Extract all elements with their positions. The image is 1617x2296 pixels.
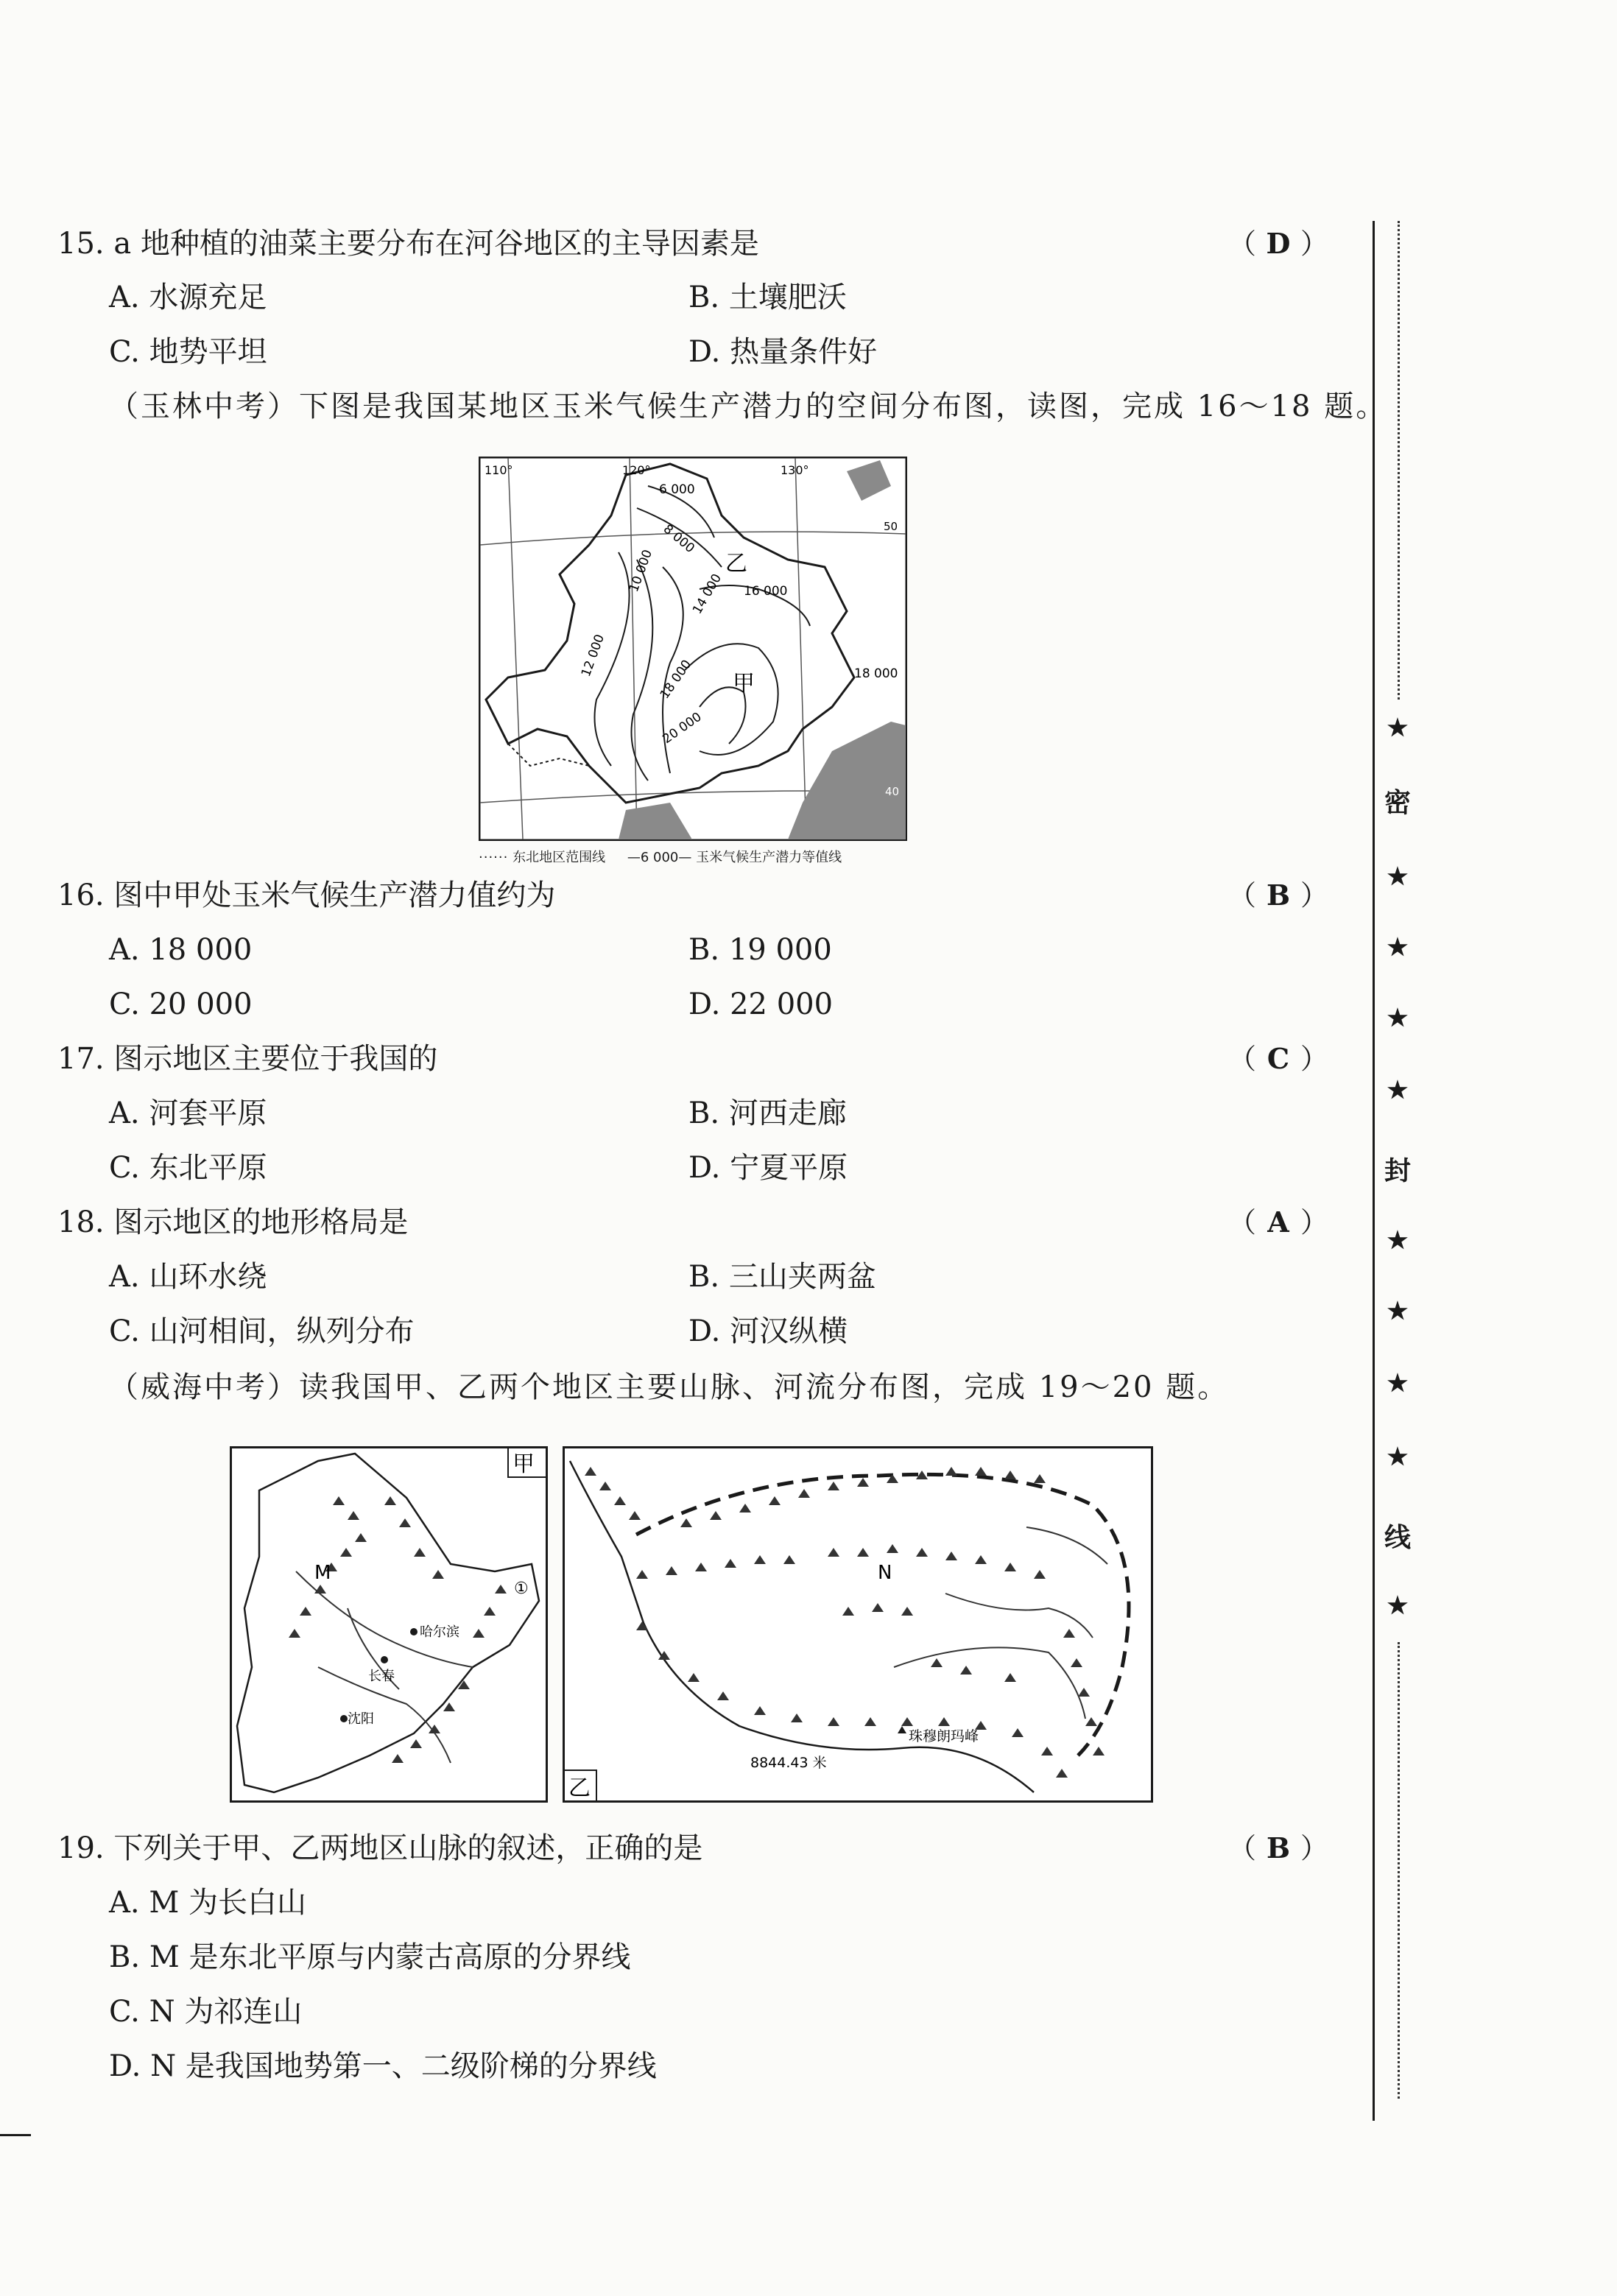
- legend-isoline-sample: 6 000: [640, 850, 679, 865]
- contour-18000: 18 000: [657, 657, 695, 702]
- legend-boundary-label: 东北地区范围线: [512, 850, 606, 865]
- q19-option-a[interactable]: A. M 为长白山: [109, 1886, 306, 1920]
- contour-8000: 8 000: [660, 521, 697, 557]
- contour-18000-east: 18 000: [854, 666, 898, 681]
- q19-option-c[interactable]: C. N 为祁连山: [109, 1995, 303, 2029]
- margin-star-1: ★: [1387, 714, 1409, 742]
- region-label-jia: 甲: [733, 671, 755, 697]
- question-15-answer: （ D ）: [1228, 227, 1329, 260]
- city-harbin: 哈尔滨: [420, 1624, 459, 1640]
- q18-option-c[interactable]: C. 山河相间，纵列分布: [109, 1314, 415, 1348]
- question-18-answer: （ A ）: [1228, 1205, 1329, 1239]
- question-16-stem: 16. 图中甲处玉米气候生产潜力值约为: [57, 878, 556, 912]
- margin-star-2: ★: [1387, 862, 1409, 890]
- city-changchun-dot: [381, 1656, 388, 1663]
- contour-16000: 16 000: [744, 584, 788, 599]
- lon-label-110: 110°: [485, 463, 513, 477]
- q16-option-c[interactable]: C. 20 000: [109, 987, 253, 1021]
- maize-potential-map: [479, 457, 907, 841]
- question-19-answer: （ B ）: [1228, 1831, 1329, 1864]
- city-shenyang-dot: [340, 1715, 348, 1722]
- intro-yulin: （玉林中考）下图是我国某地区玉米气候生产潜力的空间分布图，读图，完成 16～18 题。: [109, 390, 1388, 423]
- contour-10000: 10 000: [626, 547, 656, 594]
- q18-option-d[interactable]: D. 河汉纵横: [688, 1314, 848, 1348]
- legend-isoline-label: 玉米气候生产潜力等值线: [696, 850, 842, 865]
- map-panel-jia: [230, 1446, 548, 1803]
- contour-20000: 20 000: [660, 709, 705, 747]
- circle-one-label: ①: [514, 1580, 529, 1598]
- q18-option-a[interactable]: A. 山环水绕: [109, 1260, 267, 1294]
- question-16-answer: （ B ）: [1228, 878, 1329, 912]
- margin-char-xian: 线: [1384, 1522, 1411, 1553]
- city-shenyang: 沈阳: [348, 1711, 374, 1727]
- bottom-left-rule: [0, 2134, 31, 2136]
- margin-char-mi: 密: [1384, 787, 1411, 818]
- panel-jia-corner-label: 甲: [512, 1451, 535, 1477]
- question-17-answer: （ C ）: [1228, 1042, 1329, 1075]
- map-panel-yi: [563, 1446, 1153, 1803]
- margin-star-8: ★: [1387, 1369, 1409, 1397]
- question-15-stem: 15. a 地种植的油菜主要分布在河谷地区的主导因素是: [57, 227, 759, 261]
- intro-weihai: （威海中考）读我国甲、乙两个地区主要山脉、河流分布图，完成 19～20 题。: [109, 1370, 1230, 1404]
- contour-12000: 12 000: [578, 632, 608, 679]
- region-label-yi: 乙: [725, 551, 747, 577]
- question-17-stem: 17. 图示地区主要位于我国的: [57, 1042, 438, 1076]
- map1-legend: ······ 东北地区范围线 —6 000— 玉米气候生产潜力等值线: [479, 850, 842, 865]
- q16-option-a[interactable]: A. 18 000: [109, 933, 253, 967]
- city-changchun: 长春: [368, 1669, 395, 1684]
- question-18-stem: 18. 图示地区的地形格局是: [57, 1205, 409, 1239]
- margin-star-4: ★: [1387, 1004, 1409, 1032]
- margin-star-6: ★: [1387, 1226, 1409, 1254]
- peak-name: 珠穆朗玛峰: [909, 1728, 979, 1744]
- q15-option-d[interactable]: D. 热量条件好: [688, 335, 878, 369]
- mountain-label-n: N: [878, 1562, 892, 1584]
- margin-star-10: ★: [1387, 1591, 1409, 1619]
- lat-label-50: 50: [884, 520, 898, 533]
- lon-label-120: 120°: [622, 463, 651, 477]
- q19-option-d[interactable]: D. N 是我国地势第一、二级阶梯的分界线: [109, 2049, 657, 2083]
- lon-label-130: 130°: [781, 463, 809, 477]
- q15-option-b[interactable]: B. 土壤肥沃: [688, 281, 847, 314]
- q18-option-b[interactable]: B. 三山夹两盆: [688, 1260, 876, 1294]
- margin-star-7: ★: [1387, 1297, 1409, 1325]
- q17-option-a[interactable]: A. 河套平原: [109, 1096, 267, 1130]
- q15-option-c[interactable]: C. 地势平坦: [109, 335, 267, 369]
- mountain-label-m: M: [314, 1562, 331, 1584]
- q17-option-b[interactable]: B. 河西走廊: [688, 1096, 847, 1130]
- q17-option-d[interactable]: D. 宁夏平原: [688, 1151, 848, 1185]
- margin-star-5: ★: [1387, 1076, 1409, 1104]
- binding-margin-dotted-line-bottom: [1398, 1642, 1400, 2099]
- margin-star-9: ★: [1387, 1443, 1409, 1471]
- q16-option-d[interactable]: D. 22 000: [688, 987, 834, 1021]
- margin-star-3: ★: [1387, 933, 1409, 961]
- contour-14000: 14 000: [690, 571, 725, 617]
- margin-char-feng: 封: [1384, 1155, 1411, 1186]
- binding-margin-dotted-line-top: [1398, 221, 1400, 700]
- binding-margin-solid-line: [1373, 221, 1375, 2121]
- city-harbin-dot: [410, 1628, 418, 1635]
- lat-label-40: 40: [885, 785, 900, 798]
- peak-height: 8844.43 米: [750, 1755, 827, 1771]
- contour-6000: 6 000: [659, 482, 695, 497]
- question-19-stem: 19. 下列关于甲、乙两地区山脉的叙述，正确的是: [57, 1831, 703, 1865]
- panel-yi-corner-label: 乙: [568, 1775, 591, 1801]
- q19-option-b[interactable]: B. M 是东北平原与内蒙古高原的分界线: [109, 1940, 631, 1974]
- q15-option-a[interactable]: A. 水源充足: [109, 281, 267, 314]
- q16-option-b[interactable]: B. 19 000: [688, 933, 832, 967]
- q17-option-c[interactable]: C. 东北平原: [109, 1151, 267, 1185]
